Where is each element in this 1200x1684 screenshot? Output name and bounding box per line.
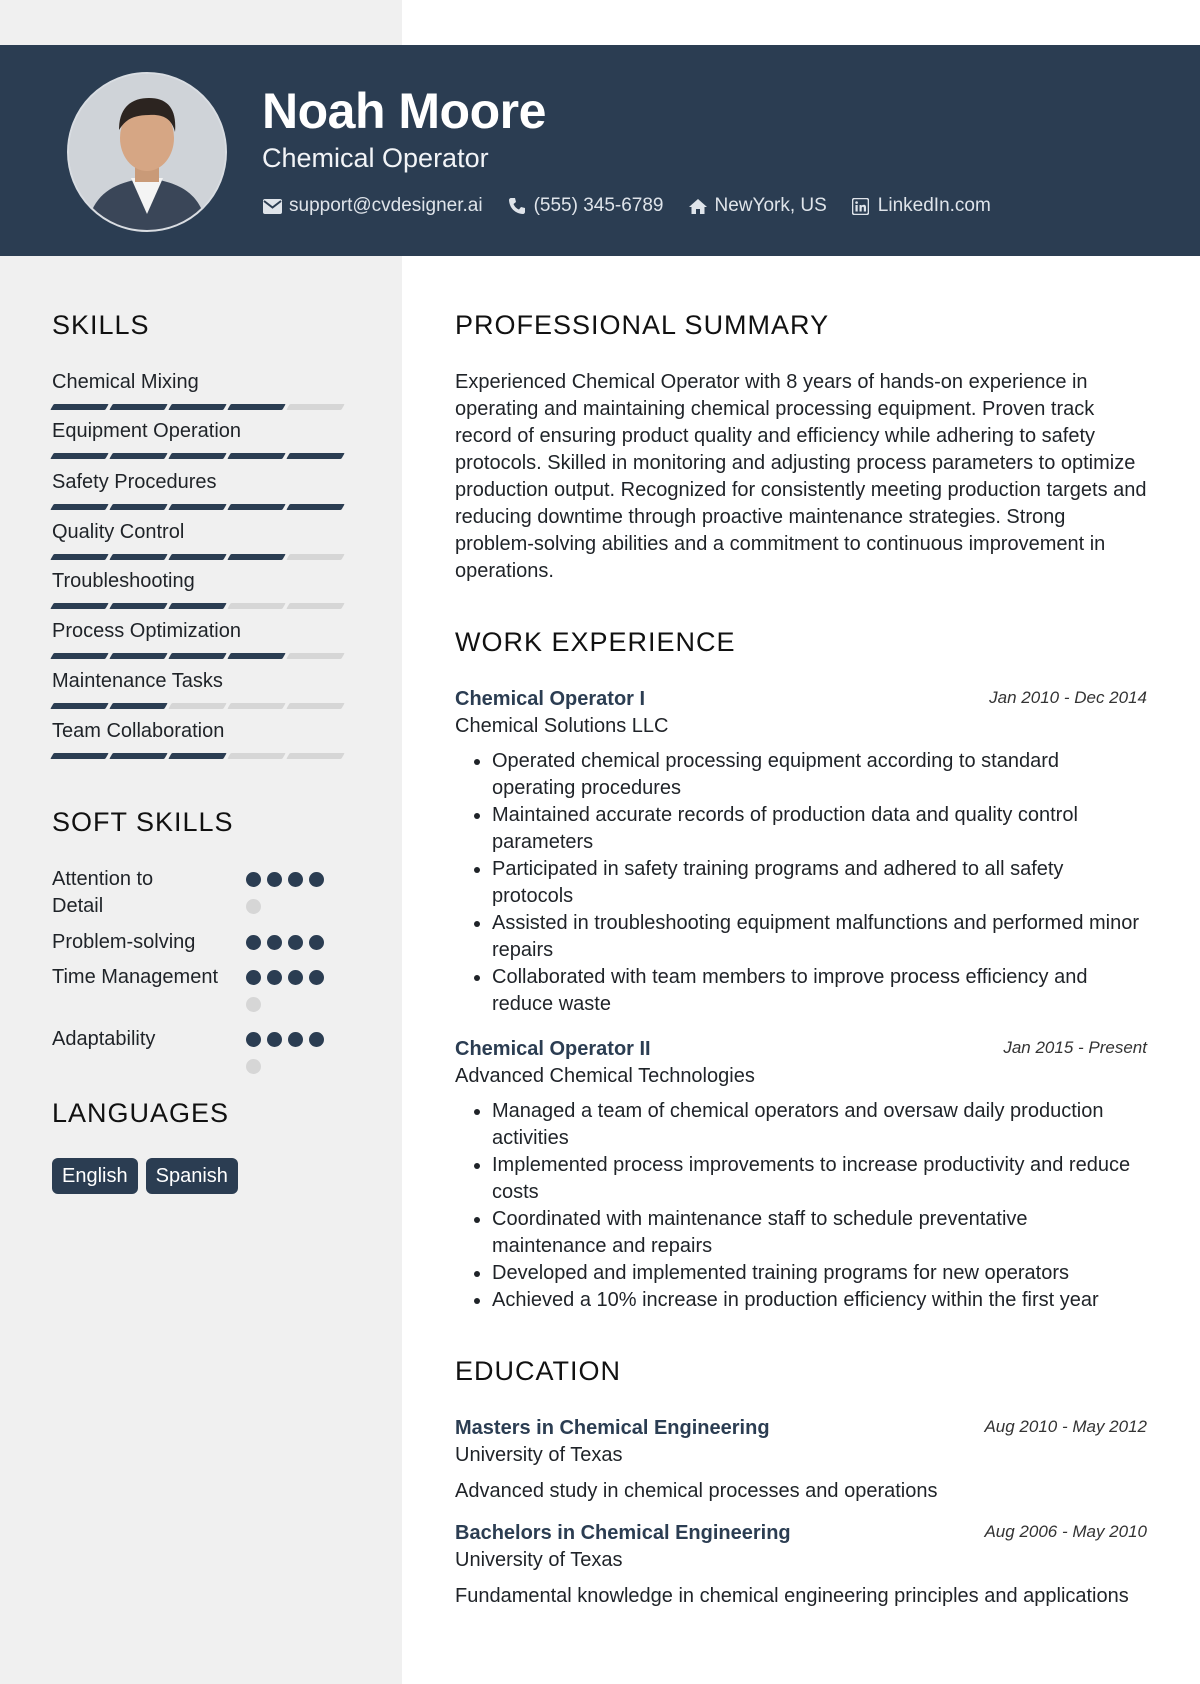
job-bullet: • Operated chemical processing equipment according to standard operating procedures [492,748,1147,802]
contact-location-text: NewYork, US [714,195,827,216]
soft-skill-rating [246,935,336,962]
skill-item [52,369,352,410]
soft-skill-rating [246,1032,336,1086]
contact-list [262,191,1015,221]
soft-skill-label: Adaptability [52,1028,156,1050]
skill-level-segment [168,603,226,609]
education-dates: Aug 2006 - May 2010 [984,1522,1147,1541]
skill-label: Equipment Operation [52,420,242,442]
resume-header [0,45,1200,256]
skill-level-segment [227,653,285,659]
job-entry [455,1036,1147,1314]
skill-item [52,469,352,510]
rating-dot [288,935,303,950]
job-bullet: • Maintained accurate records of production data and quality control parameters [492,802,1147,856]
skill-level-segment [109,753,167,759]
skill-item [52,718,352,759]
contact-linkedin-text: LinkedIn.com [877,195,991,216]
summary-text: Experienced Chemical Operator with 8 years of hands-on experience in operating and maintaining chemical processing equipment. Proven track record of ensuring product quality and efficiency while adhering to safety protocols. Skilled in monitoring and adjusting process parameters to optimize production output. Recognized for consistently meeting production targets and reducing downtime through proactive maintenance strategies. Strong problem-solving abilities and a commitment to continuous improvement in operations. [455,371,1147,582]
rating-dot [246,1059,261,1074]
job-bullet: • Participated in safety training programs and adhered to all safety protocols [492,856,1147,910]
job-bullet: • Coordinated with maintenance staff to schedule preventative maintenance and repairs [492,1206,1147,1260]
skill-level-segment [50,504,108,510]
rating-dot [309,872,324,887]
skill-level-segment [227,453,285,459]
skill-level-bar [52,753,352,759]
job-bullet: • Achieved a 10% increase in production efficiency within the first year [492,1287,1147,1314]
job-bullet: • Developed and implemented training programs for new operators [492,1260,1147,1287]
skill-level-segment [168,504,226,510]
skill-level-segment [109,453,167,459]
soft-skill-label: Attention to Detail [52,868,154,917]
education-entry [455,1520,1147,1610]
rating-dot [267,970,282,985]
job-bullet: • Implemented process improvements to increase productivity and reduce costs [492,1152,1147,1206]
soft-skill-label: Problem-solving [52,931,196,953]
language-badge: English [52,1158,138,1194]
skill-level-segment [109,504,167,510]
skill-level-segment [168,753,226,759]
skill-level-segment [109,653,167,659]
rating-dot [246,997,261,1012]
job-bullets [455,748,1147,1018]
job-entry [455,686,1147,1018]
education-degree: Masters in Chemical Engineering [455,1417,770,1439]
rating-dot [246,899,261,914]
skill-label: Maintenance Tasks [52,670,223,692]
education-description: Advanced study in chemical processes and operations [455,1480,938,1502]
skill-label: Chemical Mixing [52,371,199,393]
skill-level-segment [286,404,344,410]
education-entry [455,1415,1147,1505]
skill-item [52,519,352,560]
candidate-name: Noah Moore [262,83,546,139]
rating-dot [267,1032,282,1047]
job-bullet: • Assisted in troubleshooting equipment malfunctions and performed minor repairs [492,910,1147,964]
contact-phone[interactable] [507,195,664,217]
skill-level-segment [227,753,285,759]
skill-level-segment [286,504,344,510]
rating-dot [309,1032,324,1047]
job-role: Chemical Operator II [455,1038,651,1060]
rating-dot [267,872,282,887]
phone-icon [507,196,527,216]
skill-level-bar [52,404,352,410]
skills-heading: SKILLS [52,310,150,340]
languages-heading: LANGUAGES [52,1098,230,1128]
skill-level-bar [52,453,352,459]
skill-level-segment [109,404,167,410]
job-role: Chemical Operator I [455,688,646,710]
avatar [67,72,227,232]
skill-label: Safety Procedures [52,471,217,493]
rating-dot [309,970,324,985]
experience-heading: WORK EXPERIENCE [455,627,736,657]
skill-level-segment [227,404,285,410]
envelope-icon [262,196,282,216]
soft-skill-rating [246,970,336,1024]
skill-level-segment [227,504,285,510]
rating-dot [246,1032,261,1047]
skill-level-segment [286,453,344,459]
skill-level-segment [109,554,167,560]
skill-level-segment [168,453,226,459]
skill-level-segment [50,453,108,459]
job-bullet: • Collaborated with team members to improve process efficiency and reduce waste [492,964,1147,1018]
education-heading: EDUCATION [455,1356,622,1386]
skill-level-segment [168,554,226,560]
home-icon [688,196,708,216]
skill-level-segment [286,603,344,609]
skill-label: Quality Control [52,521,185,543]
languages-list [52,1158,246,1194]
education-degree: Bachelors in Chemical Engineering [455,1522,791,1544]
contact-location [688,195,827,217]
soft-skill-label: Time Management [52,966,218,988]
skill-level-segment [227,554,285,560]
rating-dot [288,970,303,985]
skill-label: Troubleshooting [52,570,195,592]
skill-level-segment [50,554,108,560]
job-bullets [455,1098,1147,1314]
rating-dot [309,935,324,950]
skill-level-segment [50,404,108,410]
skill-label: Team Collaboration [52,720,225,742]
education-school: University of Texas [455,1549,623,1571]
skill-level-segment [50,753,108,759]
skill-level-segment [109,703,167,709]
skill-item [52,668,352,709]
skill-level-segment [227,603,285,609]
education-dates: Aug 2010 - May 2012 [984,1417,1147,1436]
job-dates: Jan 2015 - Present [1003,1038,1147,1057]
skill-level-bar [52,653,352,659]
contact-email-text: support@cvdesigner.ai [289,195,483,216]
summary-heading: PROFESSIONAL SUMMARY [455,310,830,340]
job-company: Advanced Chemical Technologies [455,1065,755,1087]
rating-dot [246,970,261,985]
skill-level-segment [168,653,226,659]
job-dates: Jan 2010 - Dec 2014 [989,688,1147,707]
skill-level-bar [52,504,352,510]
job-bullet: • Managed a team of chemical operators and oversaw daily production activities [492,1098,1147,1152]
skill-item [52,618,352,659]
education-school: University of Texas [455,1444,623,1466]
skill-level-bar [52,603,352,609]
skill-item [52,418,352,459]
skill-level-segment [50,603,108,609]
skill-level-segment [286,753,344,759]
education-description: Fundamental knowledge in chemical engineering principles and applications [455,1585,1129,1607]
skill-label: Process Optimization [52,620,241,642]
skill-level-segment [168,703,226,709]
contact-email[interactable] [262,195,483,217]
job-company: Chemical Solutions LLC [455,715,669,737]
rating-dot [288,1032,303,1047]
skill-level-segment [286,653,344,659]
skill-level-segment [50,703,108,709]
contact-linkedin[interactable] [851,195,991,217]
skill-item [52,568,352,609]
soft-skills-heading: SOFT SKILLS [52,807,234,837]
skill-level-segment [286,703,344,709]
contact-phone-text: (555) 345-6789 [533,195,664,216]
skill-level-segment [168,404,226,410]
skill-level-segment [286,554,344,560]
skill-level-segment [50,653,108,659]
rating-dot [288,872,303,887]
skill-level-bar [52,554,352,560]
linkedin-icon [851,196,871,216]
skill-level-segment [109,603,167,609]
rating-dot [246,935,261,950]
skill-level-bar [52,703,352,709]
candidate-title: Chemical Operator [262,143,489,173]
rating-dot [246,872,261,887]
language-badge: Spanish [146,1158,238,1194]
skill-level-segment [227,703,285,709]
rating-dot [267,935,282,950]
soft-skill-rating [246,872,336,926]
